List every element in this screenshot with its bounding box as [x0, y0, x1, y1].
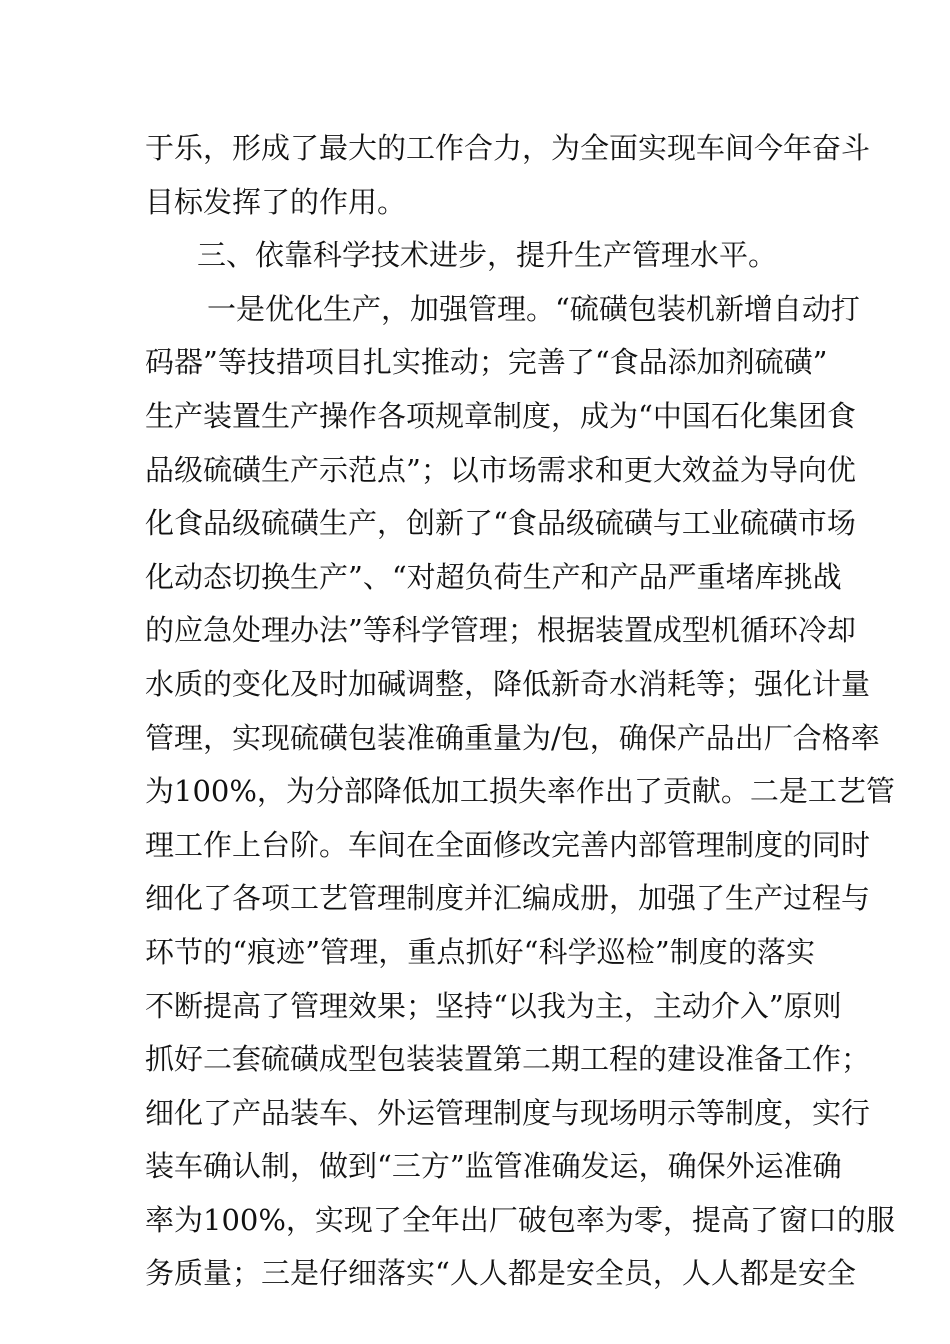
text-line: 一是优化生产，加强管理。“硫磺包装机新增自动打 [207, 291, 860, 326]
text-line: 水质的变化及时加碱调整，降低新奇水消耗等；强化计量 [145, 666, 871, 701]
text-line: 生产装置生产操作各项规章制度，成为“中国石化集团食 [145, 398, 856, 433]
text-line: 抓好二套硫磺成型包装装置第二期工程的建设准备工作； [145, 1042, 871, 1077]
body-text [145, 122, 895, 1301]
text-line: 务质量；三是仔细落实“人人都是安全员，人人都是安全 [145, 1256, 856, 1291]
text-line: 细化了产品装车、外运管理制度与现场明示等制度，实行 [145, 1095, 871, 1130]
text-line: 品级硫磺生产示范点”；以市场需求和更大效益为导向优 [145, 452, 856, 487]
text-line: 不断提高了管理效果；坚持“以我为主，主动介入”原则 [145, 988, 842, 1023]
text-line: 于乐，形成了最大的工作合力，为全面实现车间今年奋斗 [145, 131, 871, 165]
text-line: 装车确认制，做到“三方”监管准确发运，确保外运准确 [145, 1149, 842, 1184]
text-line: 目标发挥了的作用。 [145, 184, 407, 219]
section-heading: 三、依靠科学技术进步，提升生产管理水平。 [197, 238, 778, 273]
text-line: 的应急处理办法”等科学管理；根据装置成型机循环冷却 [145, 613, 856, 648]
text-line: 为100%，为分部降低加工损失率作出了贡献。二是工艺管 [145, 774, 895, 809]
text-line: 化食品级硫磺生产，创新了“食品级硫磺与工业硫磺市场 [145, 506, 856, 541]
text-line: 理工作上台阶。车间在全面修改完善内部管理制度的同时 [145, 827, 871, 862]
text-line: 化动态切换生产”、“对超负荷生产和产品严重堵库挑战 [145, 559, 842, 594]
text-line: 环节的“痕迹”管理，重点抓好“科学巡检”制度的落实 [145, 934, 815, 969]
text-line: 管理，实现硫磺包装准确重量为/包，确保产品出厂合格率 [145, 720, 880, 755]
text-line: 细化了各项工艺管理制度并汇编成册，加强了生产过程与 [145, 881, 871, 916]
text-line: 率为100%，实现了全年出厂破包率为零，提高了窗口的服 [145, 1202, 895, 1237]
text-line: 码器”等技措项目扎实推动；完善了“食品添加剂硫磺” [145, 345, 828, 380]
